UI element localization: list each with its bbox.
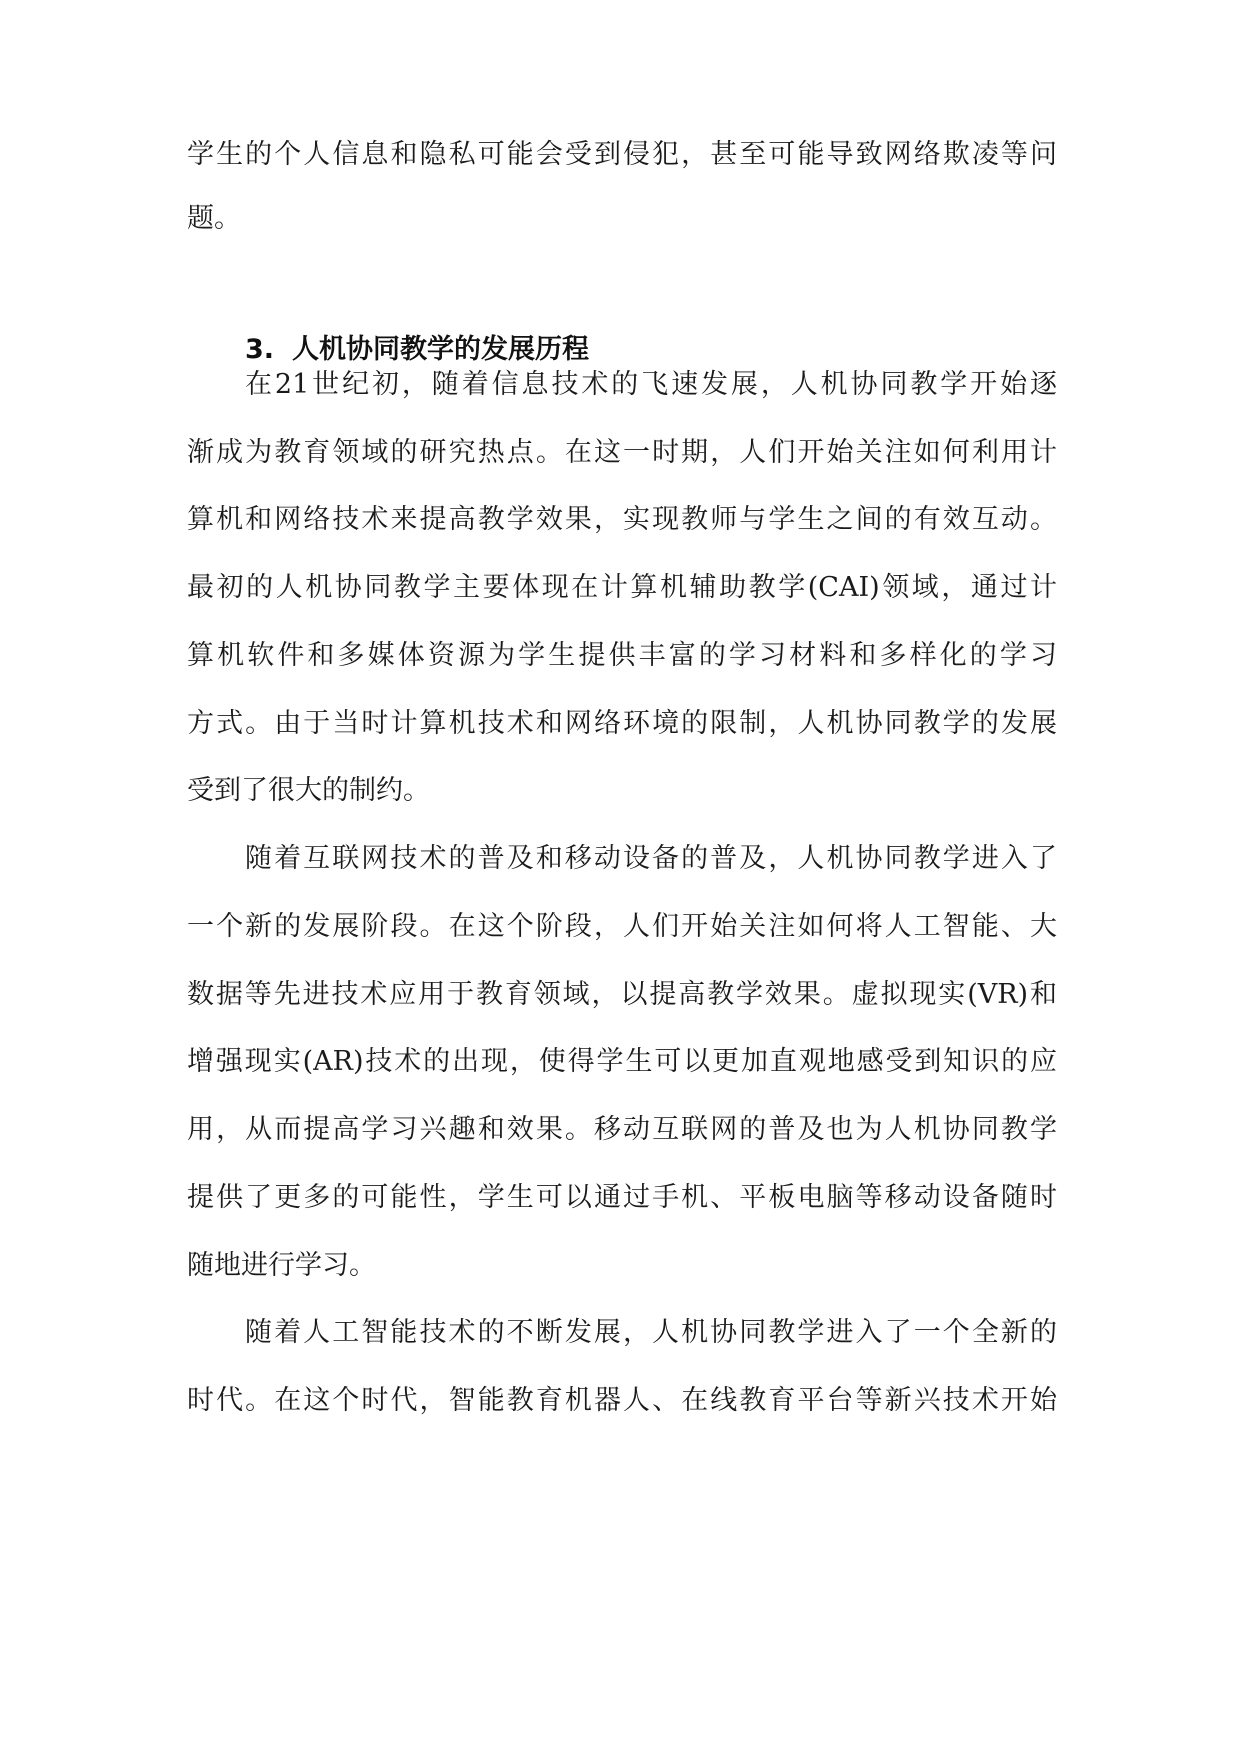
paragraph-line: 一个新的发展阶段。在这个阶段，人们开始关注如何将人工智能、大 [187, 911, 1057, 942]
paragraph-line: 最初的人机协同教学主要体现在计算机辅助教学(CAI)领域，通过计 [187, 572, 1057, 603]
section-heading [245, 330, 589, 370]
paragraph-line: 随着互联网技术的普及和移动设备的普及，人机协同教学进入了 [245, 843, 1057, 874]
paragraph-line: 算机和网络技术来提高教学效果，实现教师与学生之间的有效互动。 [187, 504, 1057, 535]
paragraph-line: 用，从而提高学习兴趣和效果。移动互联网的普及也为人机协同教学 [187, 1114, 1057, 1145]
section-number: 3. [245, 334, 275, 365]
paragraph-line: 题。 [187, 203, 241, 234]
paragraph-line: 受到了很大的制约。 [187, 775, 430, 806]
paragraph-line: 时代。在这个时代，智能教育机器人、在线教育平台等新兴技术开始 [187, 1385, 1057, 1416]
paragraph-line: 数据等先进技术应用于教育领域，以提高教学效果。虚拟现实(VR)和 [187, 979, 1057, 1010]
paragraph-line: 在21世纪初，随着信息技术的飞速发展，人机协同教学开始逐 [245, 369, 1057, 400]
section-title: 人机协同教学的发展历程 [292, 334, 590, 365]
paragraph-line: 随着人工智能技术的不断发展，人机协同教学进入了一个全新的 [245, 1317, 1057, 1348]
paragraph-line: 增强现实(AR)技术的出现，使得学生可以更加直观地感受到知识的应 [187, 1046, 1057, 1077]
paragraph-line: 学生的个人信息和隐私可能会受到侵犯，甚至可能导致网络欺凌等问 [187, 139, 1057, 170]
paragraph-line: 方式。由于当时计算机技术和网络环境的限制，人机协同教学的发展 [187, 708, 1057, 739]
paragraph-line: 算机软件和多媒体资源为学生提供丰富的学习材料和多样化的学习 [187, 640, 1057, 671]
paragraph-line: 随地进行学习。 [187, 1250, 376, 1281]
paragraph-line: 提供了更多的可能性，学生可以通过手机、平板电脑等移动设备随时 [187, 1182, 1057, 1213]
paragraph-line: 渐成为教育领域的研究热点。在这一时期，人们开始关注如何利用计 [187, 437, 1057, 468]
